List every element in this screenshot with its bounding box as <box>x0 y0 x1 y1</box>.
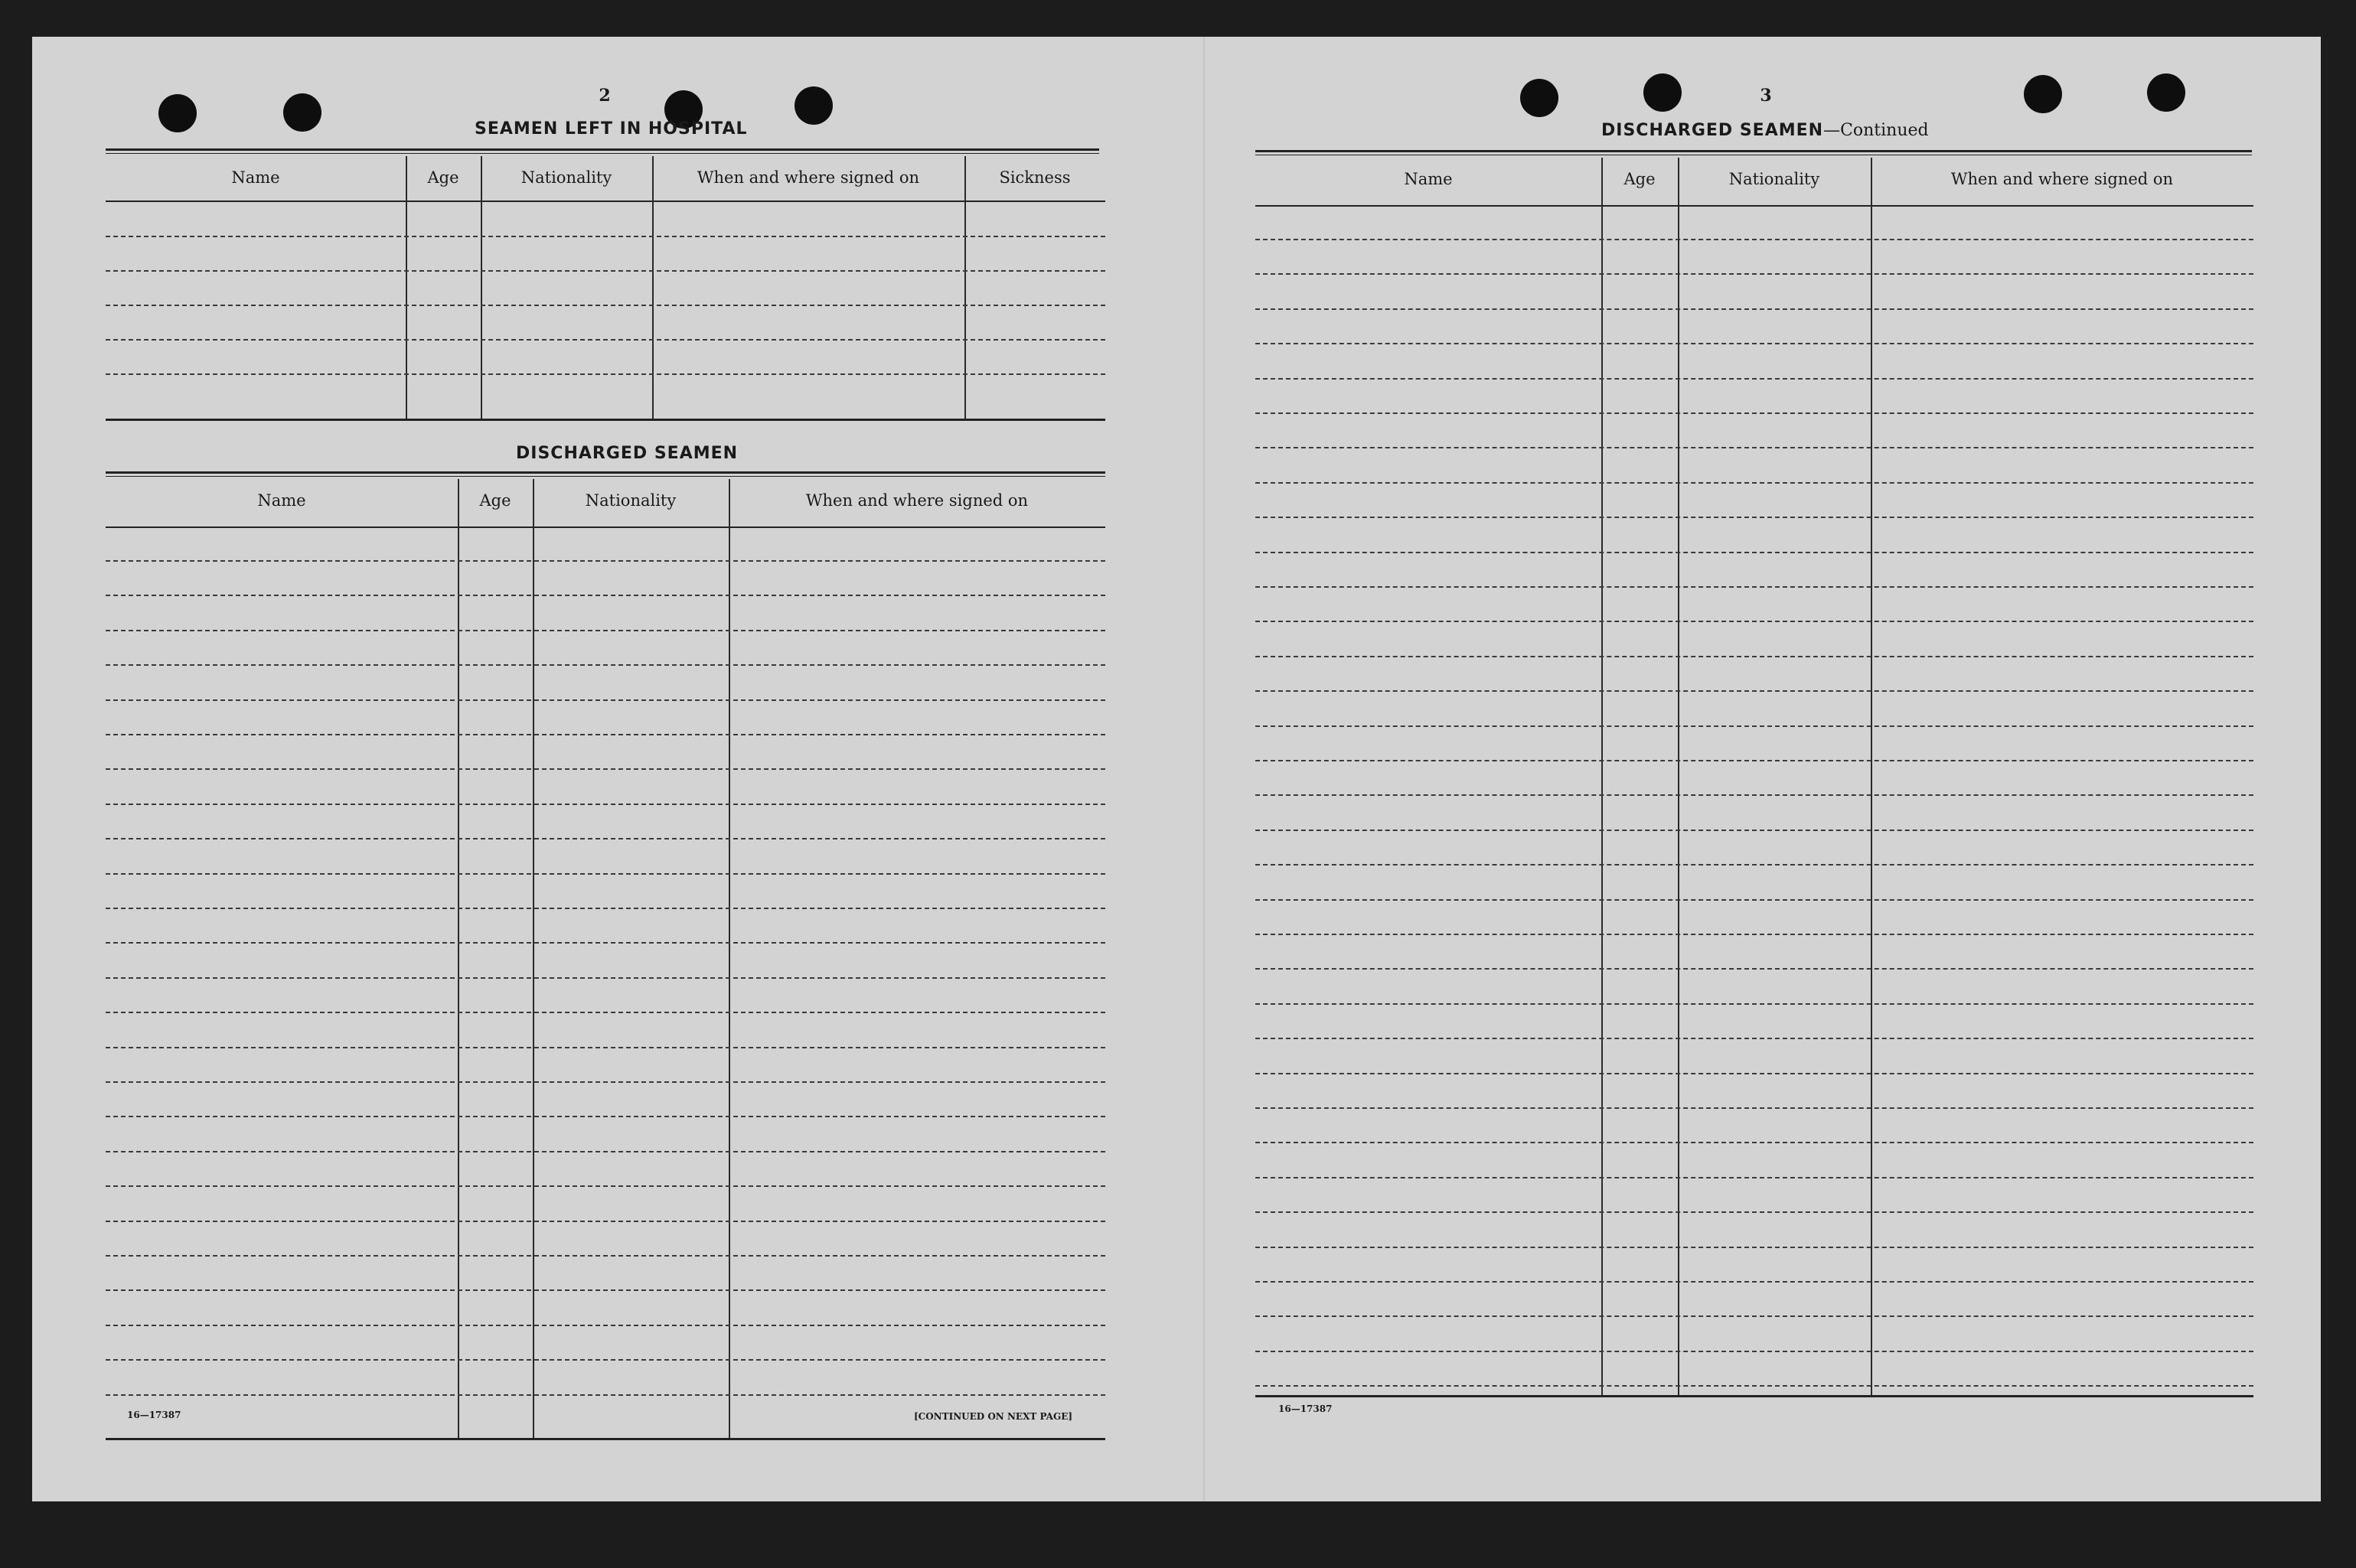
table-row <box>106 560 1105 562</box>
table-row <box>1255 412 2253 414</box>
table-row <box>1255 308 2253 310</box>
column-divider <box>533 479 534 1440</box>
title-rule <box>1255 150 2252 155</box>
table-row <box>1255 343 2253 344</box>
table-row <box>106 1359 1105 1361</box>
table-row <box>1255 1351 2253 1352</box>
col-header-nationality: Nationality <box>585 491 677 510</box>
punch-hole <box>158 94 197 132</box>
table-row <box>1255 830 2253 831</box>
table-row <box>1255 656 2253 657</box>
table-row <box>1255 552 2253 553</box>
table-row <box>106 595 1105 596</box>
page-number-left: 2 <box>599 86 611 106</box>
column-divider <box>406 156 407 421</box>
table-row <box>106 1012 1105 1013</box>
table-row <box>106 768 1105 770</box>
table-row <box>1255 378 2253 380</box>
col-header-age: Age <box>1623 170 1656 188</box>
table-row <box>106 305 1105 306</box>
table-row <box>106 1151 1105 1152</box>
table-row <box>1255 1107 2253 1109</box>
col-header-name: Name <box>231 168 280 187</box>
table-row <box>106 373 1105 375</box>
table-row <box>106 664 1105 666</box>
table-row <box>106 838 1105 839</box>
table-row <box>1255 621 2253 622</box>
punch-hole <box>2024 75 2062 113</box>
table-row <box>106 804 1105 805</box>
table-row <box>106 630 1105 631</box>
col-header-name: Name <box>257 491 306 510</box>
table-row <box>1255 1247 2253 1248</box>
table-row <box>106 1081 1105 1083</box>
table-row <box>1255 1177 2253 1178</box>
table-bottom-rule <box>1255 1395 2253 1397</box>
col-header-sickness: Sickness <box>999 168 1071 187</box>
column-divider <box>729 479 730 1440</box>
table-header <box>1255 158 2253 207</box>
table-row <box>1255 1142 2253 1143</box>
table-row <box>106 236 1105 237</box>
table-row <box>106 1116 1105 1117</box>
table-header <box>106 156 1105 202</box>
table-row <box>106 699 1105 701</box>
title-suffix: —Continued <box>1823 121 1929 140</box>
table-row <box>106 734 1105 735</box>
col-header-age: Age <box>427 168 459 187</box>
table-row <box>1255 1003 2253 1005</box>
col-header-signed-on: When and where signed on <box>697 168 920 187</box>
table-header <box>106 479 1105 528</box>
col-header-nationality: Nationality <box>520 168 612 187</box>
table-row <box>1255 760 2253 761</box>
title-rule <box>106 471 1105 477</box>
discharged-table-right <box>1255 158 2253 1397</box>
discharged-section-title: DISCHARGED SEAMEN <box>516 444 739 463</box>
hospital-section-title: SEAMEN LEFT IN HOSPITAL <box>475 119 748 139</box>
punch-hole <box>795 86 833 125</box>
page-number-right: 3 <box>1760 86 1772 106</box>
table-row <box>106 1255 1105 1257</box>
table-row <box>1255 968 2253 970</box>
table-row <box>1255 1038 2253 1039</box>
table-row <box>106 1289 1105 1291</box>
col-header-signed-on: When and where signed on <box>805 491 1029 510</box>
discharged-continued-title <box>1601 121 1929 140</box>
table-row <box>1255 273 2253 275</box>
table-row <box>1255 794 2253 796</box>
table-row <box>1255 690 2253 692</box>
table-row <box>1255 482 2253 484</box>
table-row <box>106 339 1105 341</box>
table-row <box>106 1047 1105 1048</box>
column-divider <box>652 156 654 421</box>
table-row <box>1255 1315 2253 1317</box>
table-row <box>106 873 1105 875</box>
col-header-age: Age <box>479 491 511 510</box>
column-divider <box>964 156 966 421</box>
table-row <box>1255 586 2253 588</box>
table-row <box>1255 517 2253 518</box>
punch-hole <box>2147 73 2185 112</box>
punch-hole <box>1520 79 1558 117</box>
table-row <box>1255 447 2253 448</box>
col-header-nationality: Nationality <box>1728 170 1820 188</box>
table-bottom-rule <box>106 419 1105 421</box>
col-header-name: Name <box>1404 170 1453 188</box>
column-divider <box>458 479 459 1440</box>
table-row <box>1255 934 2253 935</box>
table-row <box>106 908 1105 909</box>
table-row <box>1255 864 2253 865</box>
table-row <box>106 1325 1105 1326</box>
col-header-signed-on: When and where signed on <box>1950 170 2174 188</box>
column-divider <box>481 156 482 421</box>
title-rule <box>106 148 1099 154</box>
table-row <box>106 1221 1105 1222</box>
table-row <box>1255 725 2253 727</box>
table-row <box>106 1394 1105 1396</box>
table-row <box>106 270 1105 272</box>
table-row <box>106 1185 1105 1187</box>
table-row <box>1255 1211 2253 1213</box>
discharged-table-left <box>106 479 1105 1440</box>
table-bottom-rule <box>106 1438 1105 1440</box>
table-row <box>1255 239 2253 240</box>
form-number-left: 16—17387 <box>127 1410 181 1420</box>
document-sheet <box>32 37 2321 1501</box>
table-row <box>106 942 1105 944</box>
form-number-right: 16—17387 <box>1278 1403 1333 1414</box>
punch-hole <box>283 93 321 132</box>
continued-note: [CONTINUED ON NEXT PAGE] <box>914 1411 1073 1422</box>
table-row <box>106 977 1105 979</box>
title-main: DISCHARGED SEAMEN <box>1601 121 1824 140</box>
punch-hole <box>1643 73 1682 112</box>
table-row <box>1255 1385 2253 1387</box>
table-row <box>1255 899 2253 901</box>
table-row <box>1255 1281 2253 1283</box>
hospital-table <box>106 156 1105 421</box>
table-row <box>1255 1073 2253 1074</box>
